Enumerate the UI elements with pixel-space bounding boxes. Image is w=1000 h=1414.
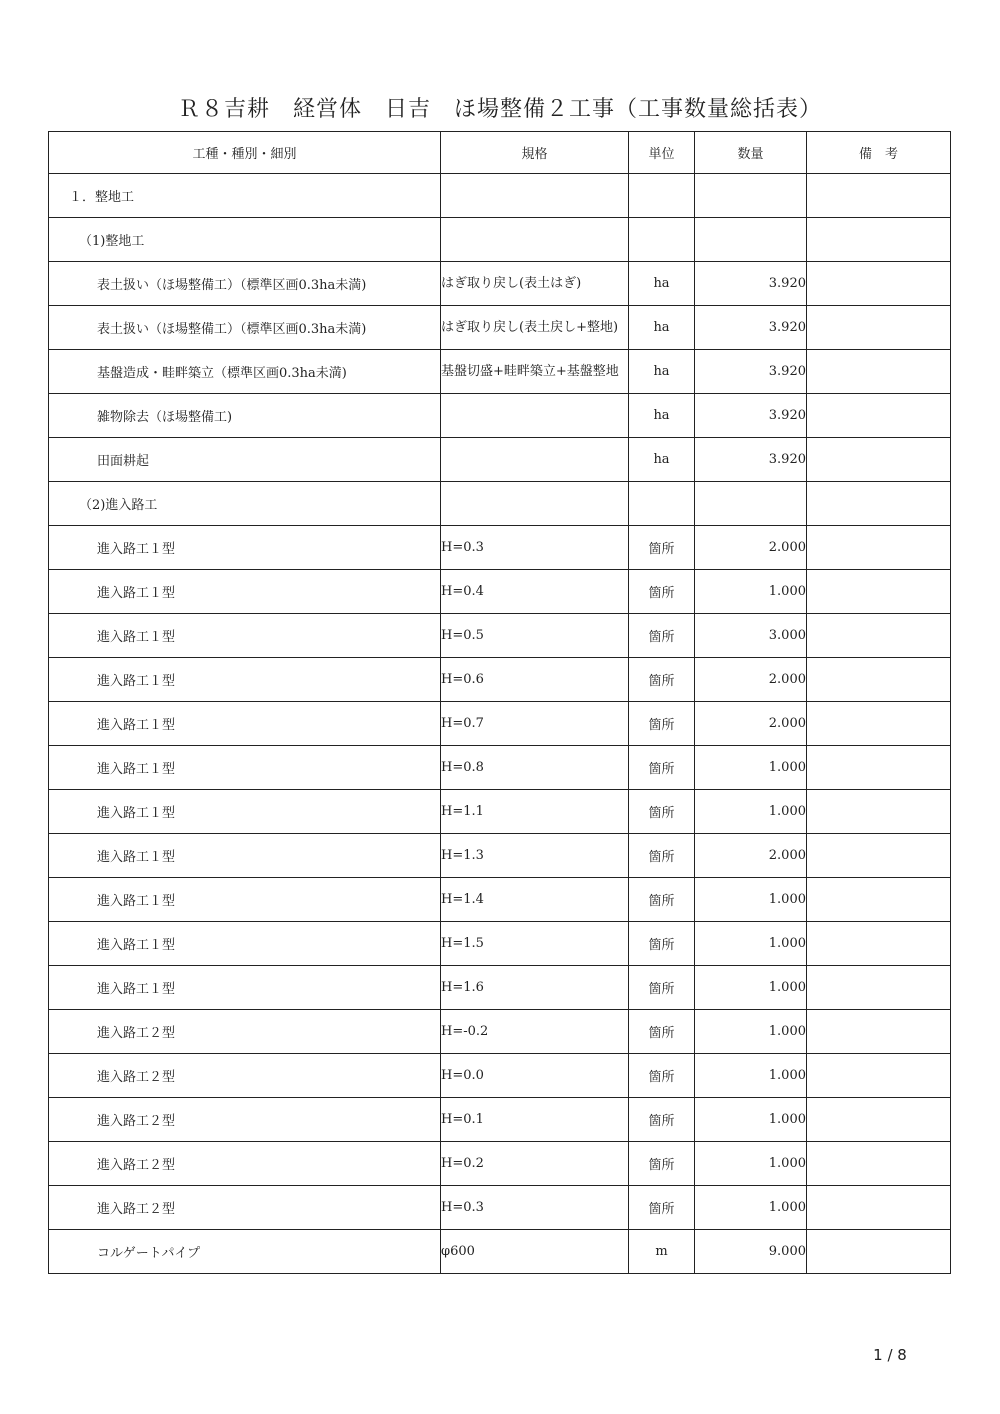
remarks-cell [807, 834, 951, 878]
quantity-cell: 1.000 [695, 922, 807, 966]
work-item-cell: 進入路工１型 [49, 834, 441, 878]
table-row [49, 702, 951, 746]
unit-cell: ha [629, 350, 695, 394]
work-item-cell: 進入路工１型 [49, 966, 441, 1010]
spec-cell: H=1.3 [441, 834, 629, 878]
unit-cell: 箇所 [629, 922, 695, 966]
table-row [49, 1142, 951, 1186]
spec-cell: H=0.3 [441, 1186, 629, 1230]
unit-cell: ha [629, 306, 695, 350]
remarks-cell [807, 922, 951, 966]
quantity-cell [695, 218, 807, 262]
work-item-cell: 進入路工１型 [49, 746, 441, 790]
unit-cell: ha [629, 394, 695, 438]
work-item-cell: （2)進入路工 [49, 482, 441, 526]
table-row [49, 614, 951, 658]
spec-cell: H=0.1 [441, 1098, 629, 1142]
spec-cell: H=0.8 [441, 746, 629, 790]
quantity-cell: 1.000 [695, 966, 807, 1010]
remarks-cell [807, 1098, 951, 1142]
quantity-cell: 1.000 [695, 746, 807, 790]
spec-cell: H=0.6 [441, 658, 629, 702]
remarks-cell [807, 702, 951, 746]
remarks-cell [807, 262, 951, 306]
quantity-cell: 3.920 [695, 350, 807, 394]
spec-cell: H=1.1 [441, 790, 629, 834]
spec-cell [441, 482, 629, 526]
unit-cell: 箇所 [629, 702, 695, 746]
remarks-cell [807, 746, 951, 790]
table-row [49, 966, 951, 1010]
remarks-cell [807, 438, 951, 482]
quantity-cell [695, 482, 807, 526]
column-header-quantity: 数量 [695, 132, 807, 174]
work-item-cell: （1)整地工 [49, 218, 441, 262]
table-row [49, 526, 951, 570]
page-number: 1 / 8 [873, 1346, 907, 1364]
unit-cell: 箇所 [629, 746, 695, 790]
quantity-cell: 9.000 [695, 1230, 807, 1274]
table-row [49, 306, 951, 350]
quantity-cell: 1.000 [695, 570, 807, 614]
work-item-cell: 進入路工２型 [49, 1054, 441, 1098]
unit-cell: 箇所 [629, 966, 695, 1010]
spec-cell: H=0.5 [441, 614, 629, 658]
remarks-cell [807, 306, 951, 350]
table-body [49, 174, 951, 1274]
unit-cell: 箇所 [629, 1010, 695, 1054]
table-row [49, 218, 951, 262]
work-item-cell: 進入路工２型 [49, 1010, 441, 1054]
quantity-cell: 1.000 [695, 878, 807, 922]
table-row [49, 174, 951, 218]
spec-cell [441, 174, 629, 218]
spec-cell: H=0.2 [441, 1142, 629, 1186]
work-item-cell: 雑物除去（ほ場整備工) [49, 394, 441, 438]
remarks-cell [807, 878, 951, 922]
work-item-cell: 進入路工１型 [49, 878, 441, 922]
table-row [49, 922, 951, 966]
quantity-cell: 3.920 [695, 394, 807, 438]
spec-cell: H=1.6 [441, 966, 629, 1010]
spec-cell: H=-0.2 [441, 1010, 629, 1054]
table-row [49, 1054, 951, 1098]
unit-cell: ha [629, 438, 695, 482]
spec-cell [441, 218, 629, 262]
spec-cell [441, 394, 629, 438]
spec-cell: H=1.4 [441, 878, 629, 922]
quantity-cell: 2.000 [695, 526, 807, 570]
quantity-cell: 2.000 [695, 658, 807, 702]
quantity-cell: 3.920 [695, 262, 807, 306]
work-item-cell: 進入路工１型 [49, 614, 441, 658]
spec-cell: 基盤切盛+畦畔築立+基盤整地 [441, 350, 629, 394]
table-row [49, 262, 951, 306]
remarks-cell [807, 614, 951, 658]
remarks-cell [807, 350, 951, 394]
work-item-cell: 田面耕起 [49, 438, 441, 482]
spec-cell: はぎ取り戻し(表土はぎ) [441, 262, 629, 306]
quantity-cell: 1.000 [695, 1098, 807, 1142]
quantity-cell: 1.000 [695, 1186, 807, 1230]
unit-cell [629, 482, 695, 526]
table-row [49, 350, 951, 394]
quantity-cell: 2.000 [695, 834, 807, 878]
unit-cell: 箇所 [629, 790, 695, 834]
column-header-remarks: 備 考 [807, 132, 951, 174]
spec-cell [441, 438, 629, 482]
table-row [49, 790, 951, 834]
remarks-cell [807, 218, 951, 262]
unit-cell: 箇所 [629, 1142, 695, 1186]
unit-cell: 箇所 [629, 834, 695, 878]
table-row [49, 394, 951, 438]
work-item-cell: 進入路工１型 [49, 570, 441, 614]
remarks-cell [807, 526, 951, 570]
remarks-cell [807, 1186, 951, 1230]
quantity-summary-table [48, 131, 951, 1274]
quantity-cell: 2.000 [695, 702, 807, 746]
column-header-unit: 単位 [629, 132, 695, 174]
table-row [49, 746, 951, 790]
table-row [49, 658, 951, 702]
work-item-cell: 表土扱い（ほ場整備工）（標準区画0.3ha未満) [49, 306, 441, 350]
table-row [49, 570, 951, 614]
column-header-spec: 規格 [441, 132, 629, 174]
remarks-cell [807, 482, 951, 526]
table-row [49, 1186, 951, 1230]
work-item-cell: 進入路工１型 [49, 790, 441, 834]
quantity-cell [695, 174, 807, 218]
spec-cell: H=1.5 [441, 922, 629, 966]
unit-cell: 箇所 [629, 1054, 695, 1098]
quantity-cell: 3.920 [695, 306, 807, 350]
spec-cell: H=0.7 [441, 702, 629, 746]
unit-cell: 箇所 [629, 1186, 695, 1230]
remarks-cell [807, 1054, 951, 1098]
work-item-cell: 進入路工１型 [49, 526, 441, 570]
unit-cell: 箇所 [629, 658, 695, 702]
quantity-cell: 1.000 [695, 1142, 807, 1186]
work-item-cell: １．整地工 [49, 174, 441, 218]
remarks-cell [807, 1230, 951, 1274]
unit-cell: m [629, 1230, 695, 1274]
quantity-cell: 1.000 [695, 1054, 807, 1098]
quantity-cell: 3.000 [695, 614, 807, 658]
work-item-cell: 進入路工２型 [49, 1186, 441, 1230]
table-row [49, 1010, 951, 1054]
spec-cell: H=0.0 [441, 1054, 629, 1098]
remarks-cell [807, 174, 951, 218]
table-row [49, 1098, 951, 1142]
spec-cell: H=0.4 [441, 570, 629, 614]
spec-cell: φ600 [441, 1230, 629, 1274]
work-item-cell: 進入路工１型 [49, 702, 441, 746]
table-row [49, 482, 951, 526]
unit-cell: ha [629, 262, 695, 306]
work-item-cell: 進入路工２型 [49, 1098, 441, 1142]
unit-cell: 箇所 [629, 526, 695, 570]
spec-cell: H=0.3 [441, 526, 629, 570]
table-row [49, 878, 951, 922]
unit-cell [629, 218, 695, 262]
spec-cell: はぎ取り戻し(表土戻し+整地) [441, 306, 629, 350]
column-header-name: 工種・種別・細別 [49, 132, 441, 174]
quantity-cell: 1.000 [695, 1010, 807, 1054]
remarks-cell [807, 570, 951, 614]
quantity-cell: 3.920 [695, 438, 807, 482]
unit-cell: 箇所 [629, 878, 695, 922]
work-item-cell: 進入路工１型 [49, 658, 441, 702]
table-row [49, 438, 951, 482]
work-item-cell: 表土扱い（ほ場整備工）（標準区画0.3ha未満) [49, 262, 441, 306]
remarks-cell [807, 394, 951, 438]
quantity-cell: 1.000 [695, 790, 807, 834]
remarks-cell [807, 1142, 951, 1186]
unit-cell: 箇所 [629, 570, 695, 614]
table-header-row [49, 132, 951, 174]
work-item-cell: 基盤造成・畦畔築立（標準区画0.3ha未満) [49, 350, 441, 394]
remarks-cell [807, 966, 951, 1010]
remarks-cell [807, 658, 951, 702]
work-item-cell: 進入路工１型 [49, 922, 441, 966]
work-item-cell: 進入路工２型 [49, 1142, 441, 1186]
unit-cell: 箇所 [629, 614, 695, 658]
remarks-cell [807, 1010, 951, 1054]
table-row [49, 1230, 951, 1274]
remarks-cell [807, 790, 951, 834]
unit-cell: 箇所 [629, 1098, 695, 1142]
table-row [49, 834, 951, 878]
page-title: Ｒ８吉耕 経営体 日吉 ほ場整備２工事（工事数量総括表） [177, 97, 822, 122]
work-item-cell: コルゲートパイプ [49, 1230, 441, 1274]
unit-cell [629, 174, 695, 218]
